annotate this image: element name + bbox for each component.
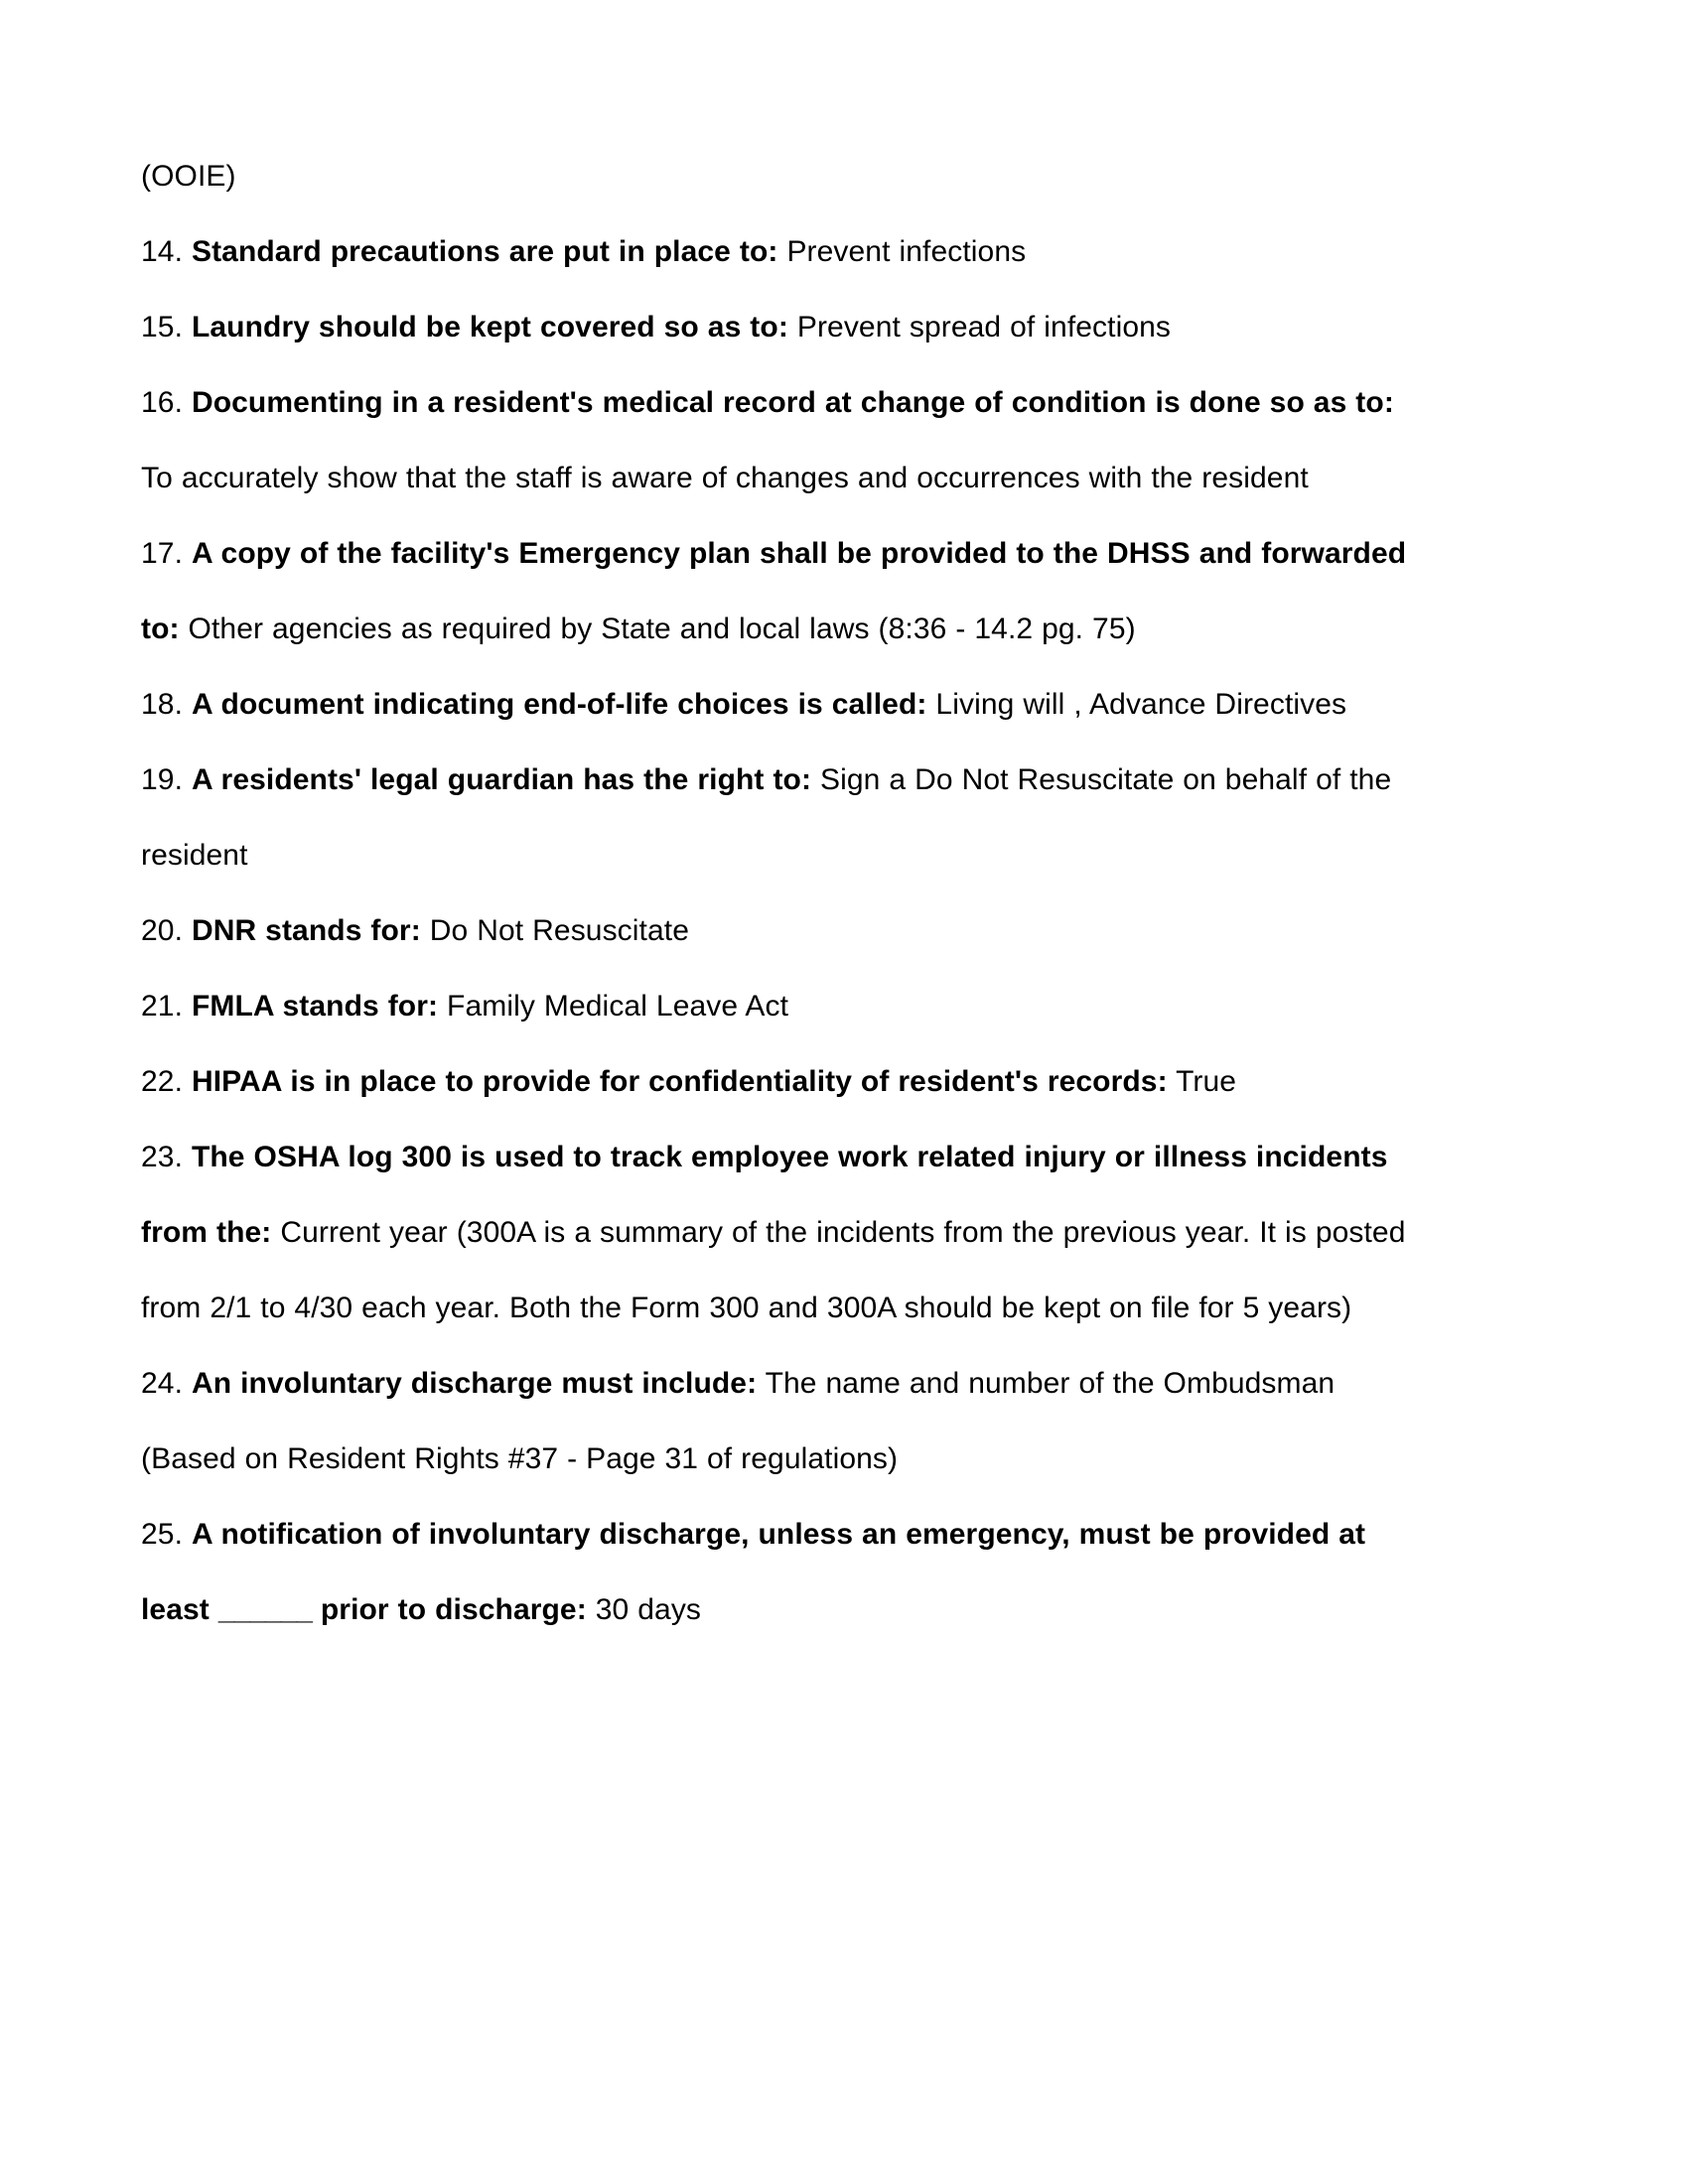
intro-text: (OOIE) [141,160,236,193]
item-answer: Other agencies as required by State and local laws (8:36 - 14.2 pg. 75) [188,613,1136,645]
qa-item-18 [141,667,1422,743]
qa-item-19 [141,743,1422,893]
item-answer: Living will , Advance Directives [935,688,1347,721]
item-answer: To accurately show that the staff is aware of changes and occurrences with the resident [141,462,1309,494]
qa-item-16 [141,365,1422,516]
item-number: 14. [141,235,184,268]
item-number: 15. [141,311,184,343]
fill-in-blank: ______ [217,1593,312,1626]
item-number: 25. [141,1518,184,1551]
item-answer: The name and number of the Ombudsman (Based on Resident Rights #37 - Page 31 of regulations) [141,1367,1336,1475]
item-number: 18. [141,688,184,721]
item-answer: Prevent spread of infections [796,311,1172,343]
qa-item-14 [141,214,1422,290]
item-answer: 30 days [595,1593,702,1626]
qa-item-25 [141,1497,1422,1648]
intro-paragraph [141,139,1422,214]
qa-item-24 [141,1346,1422,1497]
qa-item-20 [141,893,1422,969]
item-number: 22. [141,1065,184,1098]
qa-item-22 [141,1044,1422,1120]
item-question: An involuntary discharge must include: [191,1367,758,1400]
document-body [141,139,1422,1648]
qa-item-17 [141,516,1422,667]
qa-item-21 [141,969,1422,1044]
item-number: 24. [141,1367,184,1400]
qa-item-23 [141,1120,1422,1346]
item-question-before-blank: A notification of involuntary discharge, unless an emergency, must be provided at least [141,1518,1366,1626]
item-question: Standard precautions are put in place to: [191,235,778,268]
qa-item-15 [141,290,1422,365]
item-answer: Sign a Do Not Resuscitate on behalf of the resident [141,763,1392,872]
item-question: Documenting in a resident's medical record at change of condition is done so as to: [191,386,1394,419]
item-question: A copy of the facility's Emergency plan shall be provided to the DHSS and forwarded to: [141,537,1407,645]
item-number: 20. [141,914,184,947]
item-answer: Prevent infections [786,235,1027,268]
item-answer: Do Not Resuscitate [429,914,689,947]
item-question: FMLA stands for: [191,990,439,1023]
item-question: The OSHA log 300 is used to track employee work related injury or illness incidents from the: [141,1141,1388,1249]
item-answer: True [1176,1065,1237,1098]
item-question: DNR stands for: [191,914,421,947]
item-number: 21. [141,990,184,1023]
item-question: Laundry should be kept covered so as to: [191,311,788,343]
item-question-after-blank: prior to discharge: [320,1593,587,1626]
item-number: 16. [141,386,184,419]
item-question: HIPAA is in place to provide for confidentiality of resident's records: [191,1065,1168,1098]
item-question: A document indicating end-of-life choices is called: [191,688,927,721]
item-answer: Current year (300A is a summary of the incidents from the previous year. It is posted from 2/1 to 4/30 each year. Both the Form 300 and 300A should be kept on file for 5 years) [141,1216,1406,1324]
item-number: 17. [141,537,184,570]
item-question: A residents' legal guardian has the right to: [191,763,812,796]
item-number: 19. [141,763,184,796]
item-number: 23. [141,1141,184,1173]
item-answer: Family Medical Leave Act [447,990,789,1023]
